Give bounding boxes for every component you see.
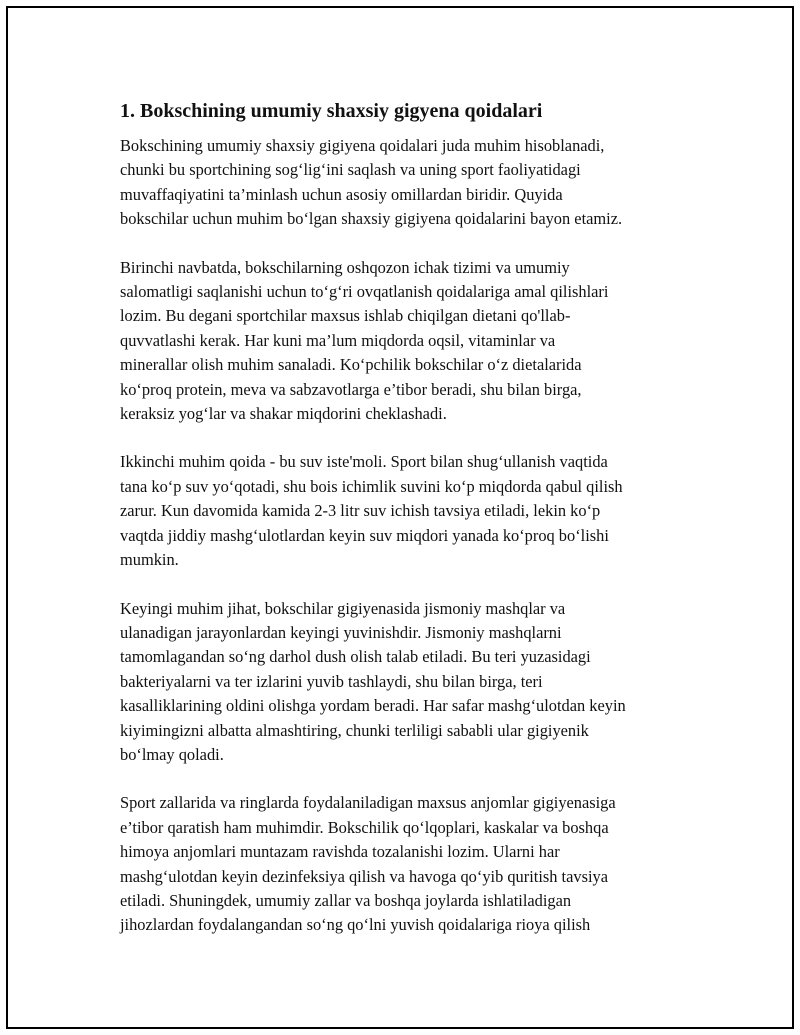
paragraph-line: Birinchi navbatda, bokschilarning oshqozon ichak tizimi va umumiy [120, 257, 570, 277]
paragraph-list [120, 134, 700, 938]
paragraph-line: chunki bu sportchining sog‘lig‘ini saqlash va uning sport faoliyatidagi [120, 160, 581, 180]
paragraph-line: keraksiz yog‘lar va shakar miqdorini cheklashadi. [120, 404, 447, 424]
paragraph [120, 450, 700, 572]
paragraph [120, 597, 700, 768]
paragraph-line: muvaffaqiyatini ta’minlash uchun asosiy omillardan biridir. Quyida [120, 184, 563, 204]
paragraph-line: lozim. Bu degani sportchilar maxsus ishlab chiqilgan dietani qo'llab- [120, 306, 571, 326]
section-heading: 1. Bokschining umumiy shaxsiy gigyena qoidalari [120, 100, 543, 122]
paragraph-line: kasalliklarining oldini olishga yordam beradi. Har safar mashg‘ulotdan keyin [120, 696, 626, 716]
paragraph-line: zarur. Kun davomida kamida 2-3 litr suv ichish tavsiya etiladi, lekin ko‘p [120, 501, 601, 521]
paragraph-line: salomatligi saqlanishi uchun to‘g‘ri ovqatlanish qoidalariga amal qilishlari [120, 282, 609, 302]
paragraph-line: bakteriyalarni va ter izlarini yuvib tashlaydi, shu bilan birga, teri [120, 671, 543, 691]
paragraph [120, 134, 700, 232]
paragraph-line: tana ko‘p suv yo‘qotadi, shu bois ichimlik suvini ko‘p miqdorda qabul qilish [120, 476, 623, 496]
paragraph-line: himoya anjomlari muntazam ravishda tozalanishi lozim. Ularni har [120, 842, 560, 862]
paragraph [120, 791, 700, 937]
paragraph-line: bo‘lmay qoladi. [120, 744, 224, 764]
paragraph-line: etiladi. Shuningdek, umumiy zallar va boshqa joylarda ishlatiladigan [120, 890, 572, 910]
paragraph-line: Keyingi muhim jihat, bokschilar gigiyenasida jismoniy mashqlar va [120, 598, 566, 618]
paragraph-line: Ikkinchi muhim qoida - bu suv iste'moli. Sport bilan shug‘ullanish vaqtida [120, 452, 608, 472]
paragraph-line: quvvatlashi kerak. Har kuni ma’lum miqdorda oqsil, vitaminlar va [120, 330, 556, 350]
paragraph-line: jihozlardan foydalangandan so‘ng qo‘lni yuvish qoidalariga rioya qilish [120, 915, 591, 935]
page-frame [6, 6, 794, 1029]
paragraph-line: mashg‘ulotdan keyin dezinfeksiya qilish va havoga qo‘yib quritish tavsiya [120, 866, 608, 886]
paragraph-line: bokschilar uchun muhim bo‘lgan shaxsiy gigiyena qoidalarini bayon etamiz. [120, 209, 623, 229]
paragraph-line: Bokschining umumiy shaxsiy gigiyena qoidalari juda muhim hisoblanadi, [120, 136, 605, 155]
paragraph-line: e’tibor qaratish ham muhimdir. Bokschilik qo‘lqoplari, kaskalar va boshqa [120, 817, 609, 837]
paragraph-line: tamomlagandan so‘ng darhol dush olish talab etiladi. Bu teri yuzasidagi [120, 647, 591, 667]
paragraph-line: ko‘proq protein, meva va sabzavotlarga e’tibor beradi, shu bilan birga, [120, 379, 582, 399]
paragraph [120, 256, 700, 427]
paragraph-line: minerallar olish muhim sanaladi. Ko‘pchilik bokschilar o‘z dietalarida [120, 355, 582, 375]
paragraph-line: ulanadigan jarayonlardan keyingi yuvinishdir. Jismoniy mashqlarni [120, 622, 562, 642]
paragraph-line: kiyimingizni albatta almashtiring, chunki terliligi sababli ular gigiyenik [120, 720, 589, 740]
paragraph-line: vaqtda jiddiy mashg‘ulotlardan keyin suv miqdori yanada ko‘proq bo‘lishi [120, 525, 609, 545]
document-body [120, 98, 700, 962]
paragraph-line: Sport zallarida va ringlarda foydalaniladigan maxsus anjomlar gigiyenasiga [120, 793, 616, 813]
paragraph-line: mumkin. [120, 550, 179, 570]
